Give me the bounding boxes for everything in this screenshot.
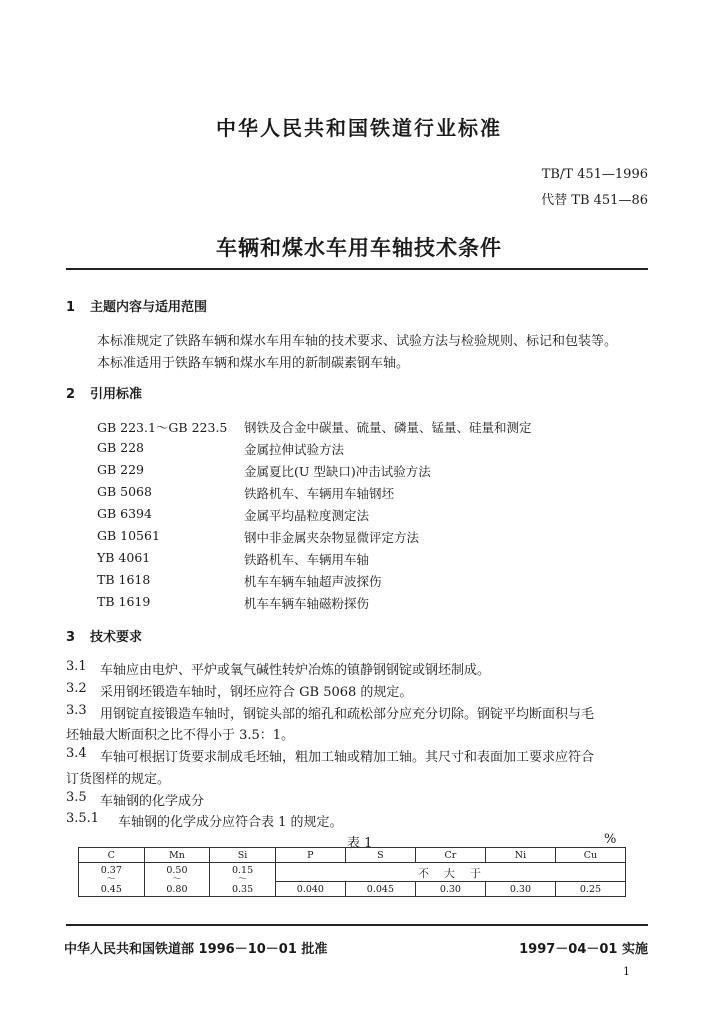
org-title: 中华人民共和国铁道行业标准 bbox=[216, 116, 502, 140]
range-high: 0.45 bbox=[100, 883, 122, 895]
reference-title: 机车车辆车轴磁粉探伤 bbox=[244, 596, 370, 611]
range-tilde: ～ bbox=[106, 873, 117, 885]
reference-title: 金属夏比(U 型缺口)冲击试验方法 bbox=[244, 464, 431, 479]
table-header-cell: S bbox=[345, 848, 415, 863]
table-header-row bbox=[79, 848, 626, 863]
reference-code: GB 223.1～GB 223.5 bbox=[97, 420, 228, 435]
table-header-cell: Mn bbox=[144, 848, 210, 863]
range-tilde: ～ bbox=[172, 873, 182, 885]
reference-code: GB 229 bbox=[97, 462, 145, 477]
range-tilde: ～ bbox=[237, 873, 248, 885]
chemical-composition-table bbox=[78, 847, 626, 897]
section-1-paragraph: 本标准规定了铁路车辆和煤水车用车轴的技术要求、试验方法与检验规则、标记和包装等。 bbox=[97, 334, 618, 349]
reference-title: 铁路机车、车辆用车轴 bbox=[244, 552, 370, 567]
table-unit: % bbox=[604, 832, 617, 847]
clause-text: 采用钢坯锻造车轴时，钢坯应符合 GB 5068 的规定。 bbox=[100, 685, 413, 700]
replaces-standard: 代替 TB 451—86 bbox=[541, 193, 648, 208]
reference-title: 金属平均晶粒度测定法 bbox=[244, 508, 370, 523]
title-rule bbox=[66, 268, 648, 270]
section-2-number: 2 bbox=[66, 387, 76, 402]
table-row bbox=[79, 863, 626, 882]
table-header-cell: Si bbox=[210, 848, 276, 863]
clause-text: 车轴钢的化学成分 bbox=[100, 794, 205, 809]
range-low: 0.37 bbox=[100, 864, 122, 876]
clause-number: 3.1 bbox=[66, 659, 87, 674]
clause-text: 用钢锭直接锻造车轴时，钢锭头部的缩孔和疏松部分应充分切除。钢锭平均断面积与毛 bbox=[100, 707, 595, 722]
document-title: 车辆和煤水车用车轴技术条件 bbox=[216, 236, 502, 260]
section-3-title: 技术要求 bbox=[90, 630, 143, 645]
clause-text: 车轴可根据订货要求制成毛坯轴，粗加工轴或精加工轴。其尺寸和表面加工要求应符合 bbox=[100, 750, 595, 765]
table-cell: 0.25 bbox=[555, 882, 625, 897]
table-header-cell: Cr bbox=[415, 848, 485, 863]
footer-rule bbox=[66, 924, 648, 926]
section-2-title: 引用标准 bbox=[90, 387, 143, 402]
table-cell-range bbox=[210, 863, 276, 897]
table-header-cell: Ni bbox=[485, 848, 555, 863]
range-low: 0.50 bbox=[166, 864, 188, 876]
clause-number: 3.5 bbox=[66, 790, 87, 805]
section-1-heading bbox=[66, 296, 207, 315]
range-high: 0.35 bbox=[231, 883, 254, 895]
clause-number: 3.4 bbox=[66, 746, 87, 761]
reference-title: 钢铁及合金中碳量、硫量、磷量、锰量、硅量和测定 bbox=[244, 420, 532, 435]
clause-text-continued: 坯轴最大断面积之比不得小于 3.5：1。 bbox=[66, 728, 295, 743]
reference-code: GB 10561 bbox=[97, 528, 160, 543]
table-cell-range bbox=[144, 863, 210, 897]
reference-code: GB 228 bbox=[97, 440, 145, 455]
range-high: 0.80 bbox=[166, 883, 188, 895]
table-cell-range bbox=[79, 863, 145, 897]
table-cell: 0.045 bbox=[345, 882, 415, 897]
section-1-paragraph: 本标准适用于铁路车辆和煤水车用的新制碳素钢车轴。 bbox=[97, 356, 410, 371]
standard-number: TB/T 451—1996 bbox=[541, 167, 648, 182]
reference-code: TB 1619 bbox=[97, 594, 151, 609]
section-3-number: 3 bbox=[66, 630, 76, 645]
section-1-title: 主题内容与适用范围 bbox=[90, 300, 208, 315]
clause-number: 3.5.1 bbox=[66, 811, 100, 826]
reference-title: 金属拉伸试验方法 bbox=[244, 442, 345, 457]
effective-date: 1997－04－01 实施 bbox=[519, 942, 648, 957]
not-more-than-label: 不 大 于 bbox=[275, 863, 625, 882]
section-2-heading bbox=[66, 383, 142, 402]
page-number: 1 bbox=[623, 965, 630, 978]
reference-code: TB 1618 bbox=[97, 572, 151, 587]
table-header-cell: Cu bbox=[555, 848, 625, 863]
table-cell: 0.30 bbox=[415, 882, 485, 897]
reference-title: 机车车辆车轴超声波探伤 bbox=[244, 574, 382, 589]
table-header-cell: P bbox=[275, 848, 345, 863]
table-header-cell: C bbox=[79, 848, 145, 863]
range-low: 0.15 bbox=[231, 864, 254, 876]
clause-number: 3.3 bbox=[66, 703, 87, 718]
section-3-heading bbox=[66, 626, 142, 645]
clause-text: 车轴钢的化学成分应符合表 1 的规定。 bbox=[118, 815, 343, 830]
reference-code: YB 4061 bbox=[97, 550, 151, 565]
section-1-number: 1 bbox=[66, 300, 76, 315]
table-cell: 0.040 bbox=[275, 882, 345, 897]
reference-code: GB 5068 bbox=[97, 484, 152, 499]
reference-code: GB 6394 bbox=[97, 506, 152, 521]
table-cell: 0.30 bbox=[485, 882, 555, 897]
reference-title: 钢中非金属夹杂物显微评定方法 bbox=[244, 530, 420, 545]
reference-title: 铁路机车、车辆用车轴钢坯 bbox=[244, 486, 395, 501]
clause-text: 车轴应由电炉、平炉或氧气碱性转炉冶炼的镇静钢钢锭或钢坯制成。 bbox=[100, 663, 491, 678]
clause-text-continued: 订货图样的规定。 bbox=[66, 772, 171, 787]
table-caption: 表 1 bbox=[347, 836, 373, 851]
clause-number: 3.2 bbox=[66, 681, 87, 696]
approval-line: 中华人民共和国铁道部 1996－10－01 批准 bbox=[64, 942, 328, 957]
